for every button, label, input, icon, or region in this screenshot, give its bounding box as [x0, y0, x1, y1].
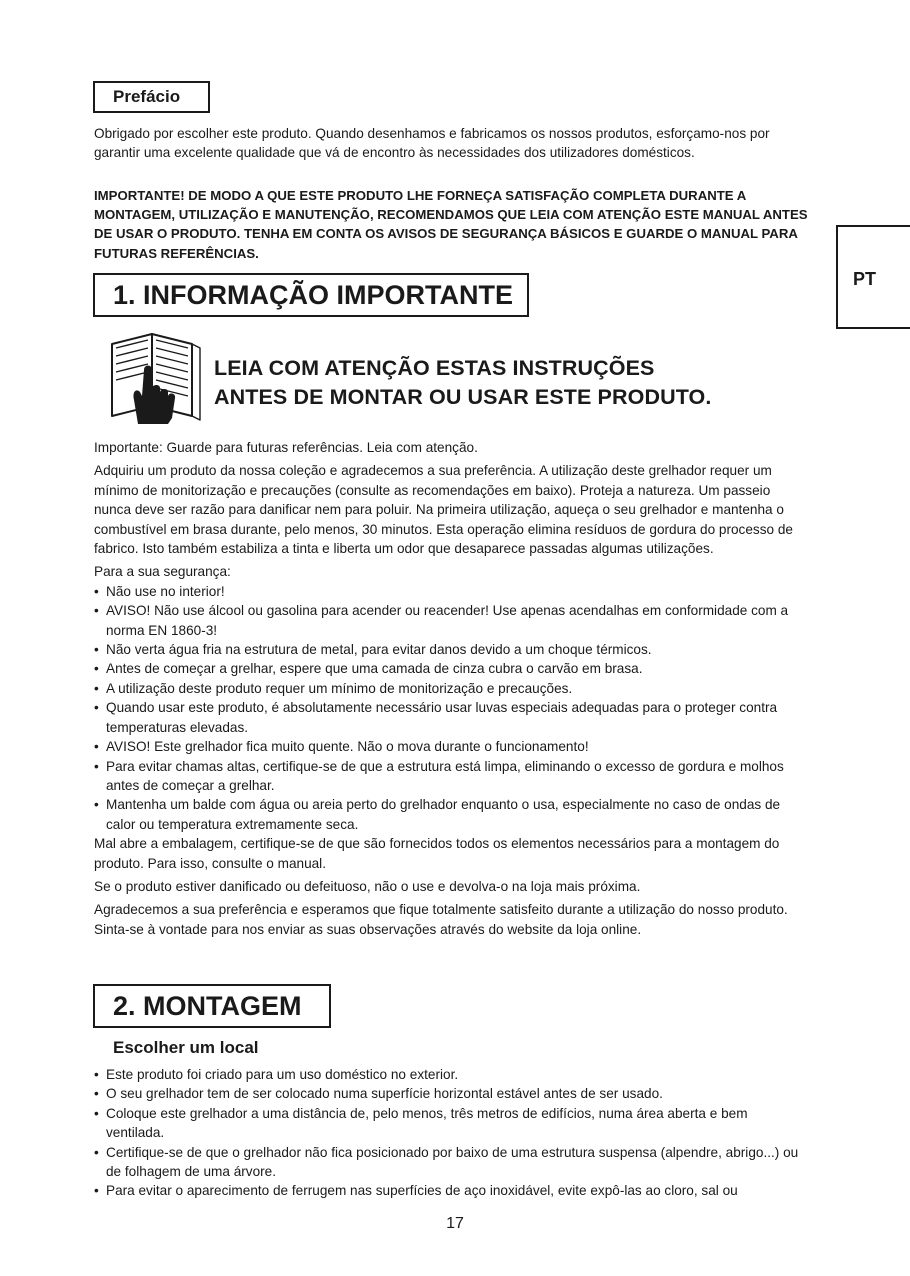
location-list [94, 1065, 809, 1201]
read-instructions-notice [214, 354, 711, 412]
thanks-paragraph: Agradecemos a sua preferência e esperamos que fique totalmente satisfeito durante a utilização do nosso produto. [94, 902, 788, 918]
important-notice [94, 186, 809, 263]
list-item: • A utilização deste produto requer um mínimo de monitorização e precauções. [94, 679, 809, 698]
list-item: • Para evitar o aparecimento de ferrugem nas superfícies de aço inoxidável, evite expô-las ao cloro, sal ou [94, 1181, 809, 1200]
damaged-paragraph: Se o produto estiver danificado ou defeituoso, não o use e devolva-o na loja mais próxima. [94, 878, 641, 894]
read-manual-icon [108, 330, 204, 426]
read-notice-line-2: ANTES DE MONTAR OU USAR ESTE PRODUTO. [214, 385, 712, 409]
packaging-paragraph: Mal abre a embalagem, certifique-se de que são fornecidos todos os elementos necessários para a montagem do produto. Para isso, consulte o manual. [94, 836, 780, 871]
page-number: 17 [446, 1215, 464, 1232]
section2-heading: 2. MONTAGEM [93, 984, 331, 1028]
preface-heading: Prefácio [93, 81, 210, 113]
safety-title: Para a sua segurança: [94, 564, 231, 580]
section1-body [94, 438, 809, 939]
keep-note: Importante: Guarde para futuras referências. Leia com atenção. [94, 440, 478, 455]
preface-text: Obrigado por escolher este produto. Quando desenhamos e fabricamos os nossos produtos, esforçamo-nos por garantir uma excelente qualidade que vá de encontro às necessidades dos utilizadores domésticos. [94, 126, 770, 161]
list-item: • Quando usar este produto, é absolutamente necessário usar luvas especiais adequadas para o proteger contra temperaturas elevadas. [94, 698, 809, 737]
list-item: • AVISO! Este grelhador fica muito quente. Não o mova durante o funcionamento! [94, 737, 809, 756]
list-item: • Não verta água fria na estrutura de metal, para evitar danos devido a um choque térmicos. [94, 640, 809, 659]
language-tab: PT [836, 225, 910, 329]
list-item: • AVISO! Não use álcool ou gasolina para acender ou reacender! Use apenas acendalhas em conformidade com a norma EN 1860-3! [94, 601, 809, 640]
section1-heading: 1. INFORMAÇÃO IMPORTANTE [93, 273, 529, 317]
location-subheading: Escolher um local [113, 1038, 259, 1057]
preface-paragraph [94, 124, 809, 163]
list-item: • Este produto foi criado para um uso doméstico no exterior. [94, 1065, 809, 1084]
safety-list [94, 582, 809, 834]
list-item: • Coloque este grelhador a uma distância de, pelo menos, três metros de edifícios, numa área aberta e bem ventilada. [94, 1104, 809, 1143]
list-item: • Certifique-se de que o grelhador não fica posicionado por baixo de uma estrutura suspensa (alpendre, abrigo...) ou de folhagem de uma árvore. [94, 1143, 809, 1182]
list-item: • O seu grelhador tem de ser colocado numa superfície horizontal estável antes de ser usado. [94, 1084, 809, 1103]
important-text: IMPORTANTE! DE MODO A QUE ESTE PRODUTO LHE FORNEÇA SATISFAÇÃO COMPLETA DURANTE A MONTAGEM, UTILIZAÇÃO E MANUTENÇÃO, RECOMENDAMOS QUE LEIA COM ATENÇÃO ESTE MANUAL ANTES DE USAR O PRODUTO. TENHA EM CONTA OS AVISOS DE SEGURANÇA BÁSICOS E GUARDE O MANUAL PARA FUTURAS REFERÊNCIAS. [94, 188, 808, 261]
read-notice-line-1: LEIA COM ATENÇÃO ESTAS INSTRUÇÕES [214, 356, 655, 380]
section2-body [94, 1065, 809, 1201]
feedback-paragraph: Sinta-se à vontade para nos enviar as suas observações através do website da loja online. [94, 921, 642, 937]
intro-paragraph: Adquiriu um produto da nossa coleção e agradecemos a sua preferência. A utilização deste grelhador requer um mínimo de monitorização e precauções (consulte as recomendações em baixo). Proteja a natureza. Um passeio nunca deve ser razão para danificar nem para poluir. Na primeira utilização, aqueça o seu grelhador e mantenha o combustível em brasa durante, pelo menos, 30 minutos. Esta operação elimina resíduos de gordura do processo de fabrico. Isto também estabiliza a tinta e liberta um odor que desaparece passadas algumas utilizações. [94, 463, 793, 557]
list-item: • Mantenha um balde com água ou areia perto do grelhador enquanto o usa, especialmente no caso de ondas de calor ou temperatura extremamente seca. [94, 795, 809, 834]
list-item: • Não use no interior! [94, 582, 809, 601]
list-item: • Antes de começar a grelhar, espere que uma camada de cinza cubra o carvão em brasa. [94, 659, 809, 678]
list-item: • Para evitar chamas altas, certifique-se de que a estrutura está limpa, eliminando o excesso de gordura e molhos antes de começar a grelhar. [94, 757, 809, 796]
